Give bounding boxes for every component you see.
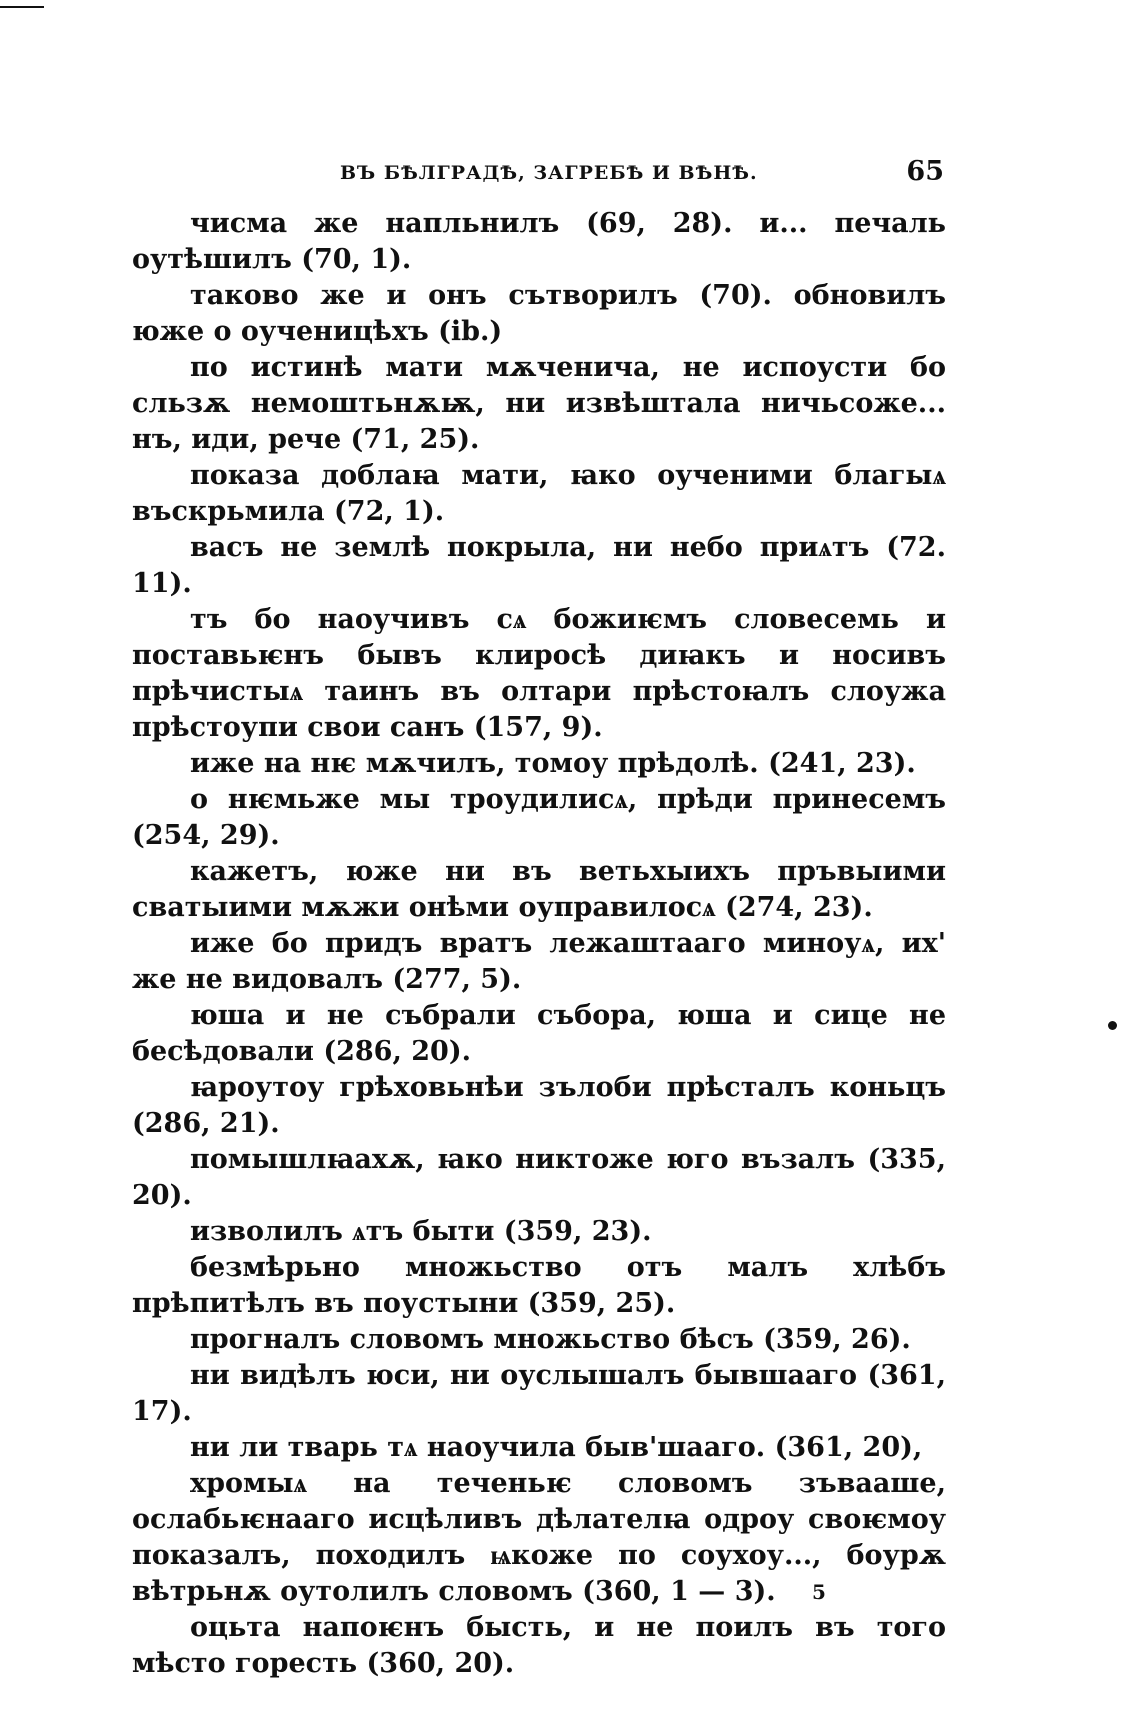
margin-speck (1108, 1021, 1117, 1030)
quotation-entry: ни видѣлъ юси, ни оуслышалъ бывшааго (361, 17). (132, 1360, 946, 1427)
corner-rule (0, 6, 44, 8)
quotation-entry: по истинѣ мати мѫченича, не испоусти бо сльзѫ немоштьнѫѭ, ни извѣштала ничьсоже... нъ, иди, рече (71, 25). (132, 352, 946, 455)
quotation-entry: оцьта напоѥнъ бысть, и не поилъ въ того мѣсто горесть (360, 20). (132, 1612, 946, 1679)
signature-mark: 5 (812, 1580, 826, 1604)
quotation-entry: изволилъ ѧтъ быти (359, 23). (190, 1216, 652, 1247)
quotation-list (132, 206, 946, 1682)
quotation-entry: юша и не събрали събора, юша и сице не бесѣдовали (286, 20). (132, 1000, 946, 1067)
quotation-entry: чисма же напльнилъ (69, 28). и... печаль оутѣшилъ (70, 1). (132, 208, 946, 275)
quotation-entry: таково же и онъ сътворилъ (70). обновилъ юже о оученицѣхъ (ib.) (132, 280, 946, 347)
quotation-entry: кажетъ, юже ни въ ветьхыихъ пръвыими сватыими мѫжи онѣми оуправилосѧ (274, 23). (132, 856, 946, 923)
quotation-entry: иже на нѥ мѫчилъ, томоу прѣдолѣ. (241, 23). (190, 748, 916, 779)
quotation-entry: помышлꙗахѫ, ꙗко никтоже юго възалъ (335, 20). (132, 1144, 946, 1211)
quotation-entry: безмѣрьно множьство отъ малъ хлѣбъ прѣпитѣлъ въ поустыни (359, 25). (132, 1252, 946, 1319)
quotation-entry: хромыѧ на теченьѥ словомъ зъвааше, ослабьѥнааго исцѣливъ дѣлателꙗ одроу своѥмоу показалъ, походилъ ѩкоже по соухоу..., боурѫ вѣтрьнѫ оутолилъ словомъ (360, 1 — 3). (132, 1468, 946, 1607)
quotation-entry: показа доблаꙗ мати, ꙗко оученими благыѧ въскрьмила (72, 1). (132, 460, 946, 527)
quotation-entry: ни ли тварь тѧ наоучила быв'шааго. (361, 20), (190, 1432, 923, 1463)
quotation-entry: иже бо придъ вратъ лежаштааго миноуѧ, их' же не видовалъ (277, 5). (132, 928, 946, 995)
page-number: 65 (906, 156, 944, 187)
quotation-entry: о нѥмьже мы троудилисѧ, прѣди принесемъ (254, 29). (132, 784, 946, 851)
quotation-entry: тъ бо наоучивъ сѧ божиѥмъ словесемь и поставьѥнъ бывъ клиросѣ диꙗкъ и носивъ прѣчистыѧ таинъ въ олтари прѣстоꙗлъ слоужа прѣстоупи свои санъ (157, 9). (132, 604, 946, 743)
quotation-entry: прогналъ словомъ множьство бѣсъ (359, 26). (190, 1324, 911, 1355)
quotation-entry: васъ не землѣ покрыла, ни небо приѧтъ (72. 11). (132, 532, 946, 599)
page-header (190, 156, 946, 192)
running-title: ВЪ БѢЛГРАДѢ, ЗАГРЕБѢ И ВѢНѢ. (340, 162, 758, 184)
quotation-entry: ꙗроутоу грѣховьнѣи зълоби прѣсталъ коньцъ (286, 21). (132, 1072, 946, 1139)
